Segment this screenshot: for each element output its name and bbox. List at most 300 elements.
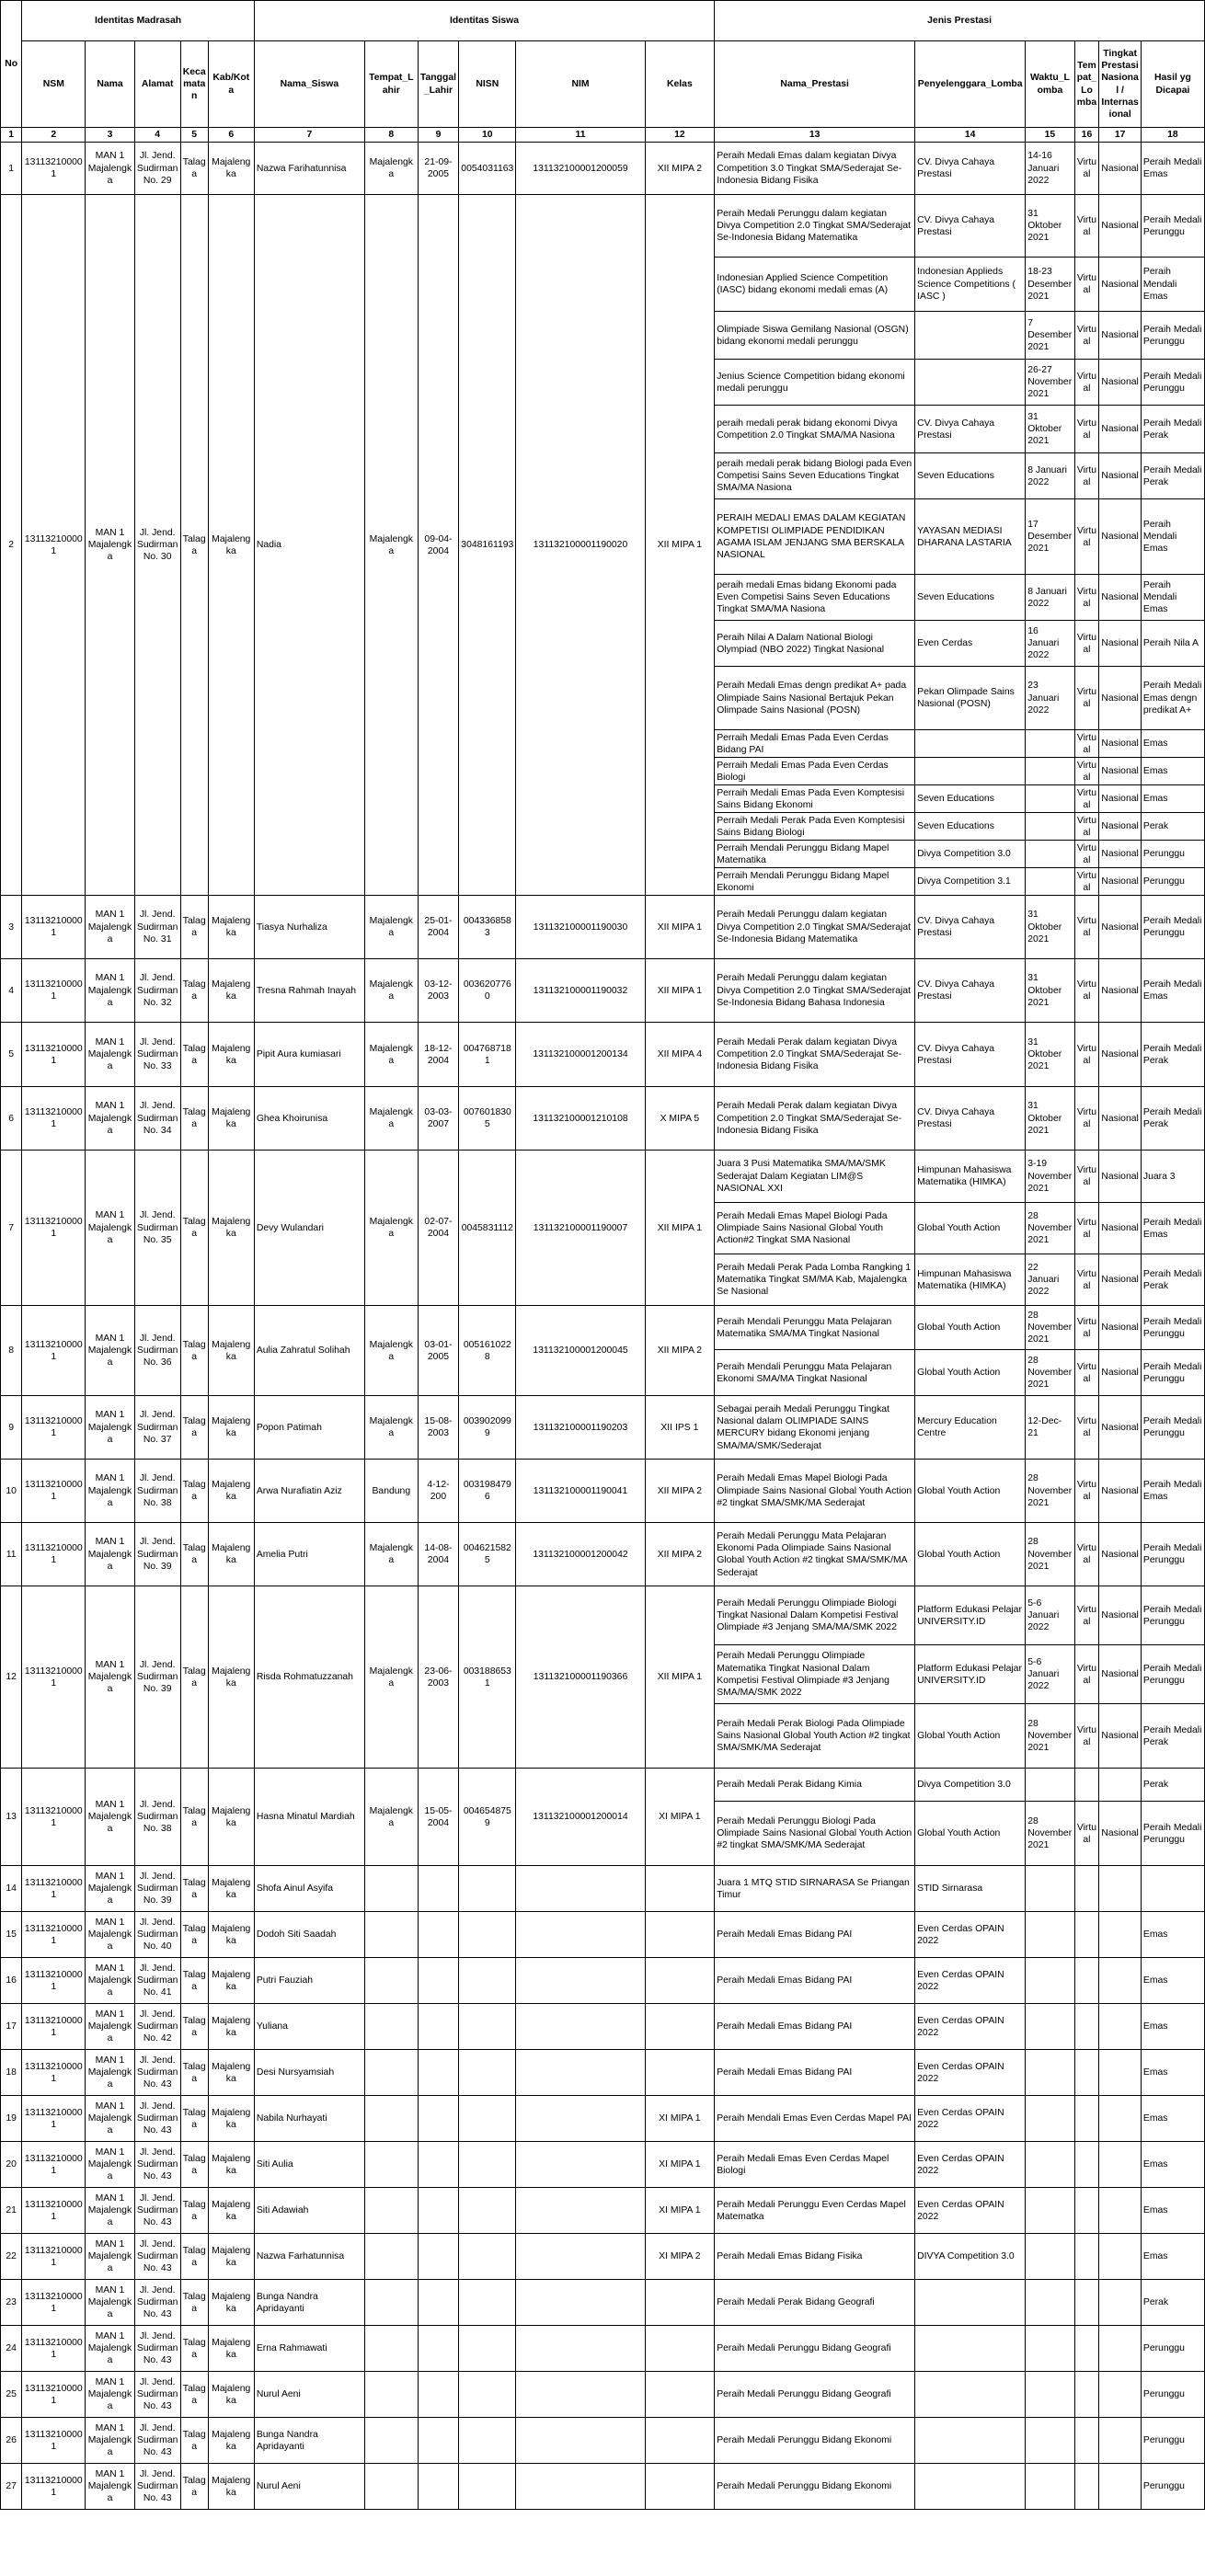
cell-prestasi-l[interactable]: Nasional [1099,1645,1142,1704]
cell-kec[interactable]: Talaga [180,1087,208,1151]
cell-prestasi-w[interactable]: 23 Januari 2022 [1026,667,1074,730]
cell-alamat[interactable]: Jl. Jend. Sudirman No. 39 [134,1586,180,1769]
cell-prestasi-p[interactable]: Platform Edukasi Pelajar UNIVERSITY.ID [915,1586,1026,1645]
cell-prestasi-n[interactable]: Peraih Mendali Perunggu Mata Pelajaran Ekonomi SMA/MA Tingkat Nasional [715,1350,915,1396]
cell-prestasi-l[interactable] [1099,2234,1142,2280]
cell-kelas[interactable]: X MIPA 5 [645,1087,715,1151]
cell-tempat[interactable] [364,2050,418,2096]
cell-prestasi-l[interactable]: Nasional [1099,360,1142,406]
cell-prestasi-p[interactable] [915,758,1026,785]
cell-nama[interactable]: MAN 1 Majalengka [86,959,134,1023]
cell-nsm[interactable]: 131132100001 [22,2096,86,2142]
cell-prestasi-p[interactable]: CV. Divya Cahaya Prestasi [915,959,1026,1023]
cell-nsm[interactable]: 131132100001 [22,959,86,1023]
column-number[interactable]: 6 [208,128,254,143]
cell-prestasi-t[interactable]: Virtual [1074,143,1099,195]
cell-prestasi-l[interactable] [1099,2464,1142,2510]
cell-prestasi-h[interactable]: Emas [1141,785,1204,813]
cell-kec[interactable]: Talaga [180,195,208,896]
cell-prestasi-w[interactable]: 31 Oktober 2021 [1026,1023,1074,1087]
cell-tgl[interactable] [418,2188,458,2234]
cell-nim[interactable] [516,2004,645,2050]
cell-tempat[interactable]: Bandung [364,1460,418,1523]
cell-alamat[interactable]: Jl. Jend. Sudirman No. 31 [134,896,180,959]
cell-prestasi-w[interactable]: 28 November 2021 [1026,1802,1074,1866]
cell-nama[interactable]: MAN 1 Majalengka [86,2372,134,2418]
cell-prestasi-t[interactable] [1074,1866,1099,1912]
cell-kec[interactable]: Talaga [180,959,208,1023]
cell-no[interactable]: 13 [1,1769,22,1866]
cell-nisn[interactable] [459,1912,516,1958]
cell-nim[interactable] [516,2234,645,2280]
cell-prestasi-l[interactable]: Nasional [1099,143,1142,195]
cell-prestasi-l[interactable]: Nasional [1099,1254,1142,1306]
cell-prestasi-t[interactable]: Virtual [1074,1460,1099,1523]
cell-alamat[interactable]: Jl. Jend. Sudirman No. 39 [134,1523,180,1586]
cell-prestasi-n[interactable]: Peraih Medali Perunggu Mata Pelajaran Ekonomi Pada Olimpiade Sains Nasional Global Youth Action #2 tingkat SMA/SMK/MA Sederajat [715,1523,915,1586]
cell-prestasi-p[interactable]: Seven Educations [915,453,1026,499]
cell-prestasi-l[interactable]: Nasional [1099,813,1142,841]
cell-prestasi-n[interactable]: Peraih Medali Emas Bidang PAI [715,2050,915,2096]
cell-prestasi-t[interactable]: Virtual [1074,841,1099,868]
column-header[interactable]: Nama_Prestasi [715,41,915,128]
cell-no[interactable]: 21 [1,2188,22,2234]
cell-prestasi-w[interactable] [1026,868,1074,896]
cell-nisn[interactable]: 0039020999 [459,1396,516,1460]
cell-kelas[interactable]: XI MIPA 1 [645,1769,715,1866]
cell-prestasi-p[interactable]: Seven Educations [915,813,1026,841]
cell-prestasi-l[interactable]: Nasional [1099,499,1142,575]
cell-prestasi-l[interactable]: Nasional [1099,1523,1142,1586]
cell-kec[interactable]: Talaga [180,2188,208,2234]
header-jenis-prestasi[interactable]: Jenis Prestasi [715,1,1205,41]
cell-prestasi-w[interactable]: 8 Januari 2022 [1026,575,1074,621]
cell-prestasi-l[interactable]: Nasional [1099,1023,1142,1087]
column-number[interactable]: 13 [715,128,915,143]
cell-prestasi-h[interactable]: Peraih Medali Perak [1141,406,1204,453]
cell-prestasi-n[interactable]: peraih medali perak bidang ekonomi Divya Competition 2.0 Tingkat SMA/MA Nasiona [715,406,915,453]
cell-prestasi-w[interactable]: 5-6 Januari 2022 [1026,1645,1074,1704]
cell-prestasi-n[interactable]: Peraih Medali Emas dalam kegiatan Divya Competition 3.0 Tingkat SMA/Sederajat Se-Indonesia Bidang Fisika [715,143,915,195]
column-number[interactable]: 5 [180,128,208,143]
cell-prestasi-p[interactable]: YAYASAN MEDIASI DHARANA LASTARIA [915,499,1026,575]
cell-prestasi-t[interactable]: Virtual [1074,1396,1099,1460]
cell-nim[interactable]: 131132100001200059 [516,143,645,195]
cell-siswa[interactable]: Siti Adawiah [254,2188,364,2234]
cell-nama[interactable]: MAN 1 Majalengka [86,1586,134,1769]
cell-kab[interactable]: Majalengka [208,2280,254,2326]
cell-prestasi-t[interactable]: Virtual [1074,1306,1099,1350]
cell-tempat[interactable] [364,2280,418,2326]
cell-prestasi-w[interactable]: 22 Januari 2022 [1026,1254,1074,1306]
cell-prestasi-t[interactable] [1074,2050,1099,2096]
cell-kec[interactable]: Talaga [180,896,208,959]
cell-prestasi-p[interactable]: Even Cerdas OPAIN 2022 [915,2004,1026,2050]
cell-nsm[interactable]: 131132100001 [22,2372,86,2418]
cell-alamat[interactable]: Jl. Jend. Sudirman No. 43 [134,2372,180,2418]
cell-alamat[interactable]: Jl. Jend. Sudirman No. 43 [134,2188,180,2234]
cell-siswa[interactable]: Arwa Nurafiatin Aziz [254,1460,364,1523]
cell-prestasi-p[interactable] [915,2280,1026,2326]
cell-nama[interactable]: MAN 1 Majalengka [86,1023,134,1087]
cell-prestasi-l[interactable]: Nasional [1099,1306,1142,1350]
cell-nim[interactable] [516,2188,645,2234]
cell-prestasi-t[interactable]: Virtual [1074,1350,1099,1396]
cell-prestasi-l[interactable]: Nasional [1099,406,1142,453]
cell-nisn[interactable] [459,1958,516,2004]
cell-nim[interactable] [516,2326,645,2372]
cell-siswa[interactable]: Yuliana [254,2004,364,2050]
cell-prestasi-n[interactable]: Perraih Mendali Perunggu Bidang Mapel Matematika [715,841,915,868]
cell-nama[interactable]: MAN 1 Majalengka [86,2142,134,2188]
cell-prestasi-p[interactable]: Even Cerdas OPAIN 2022 [915,2188,1026,2234]
column-header[interactable]: Hasil yg Dicapai [1141,41,1204,128]
cell-nama[interactable]: MAN 1 Majalengka [86,1460,134,1523]
cell-prestasi-n[interactable]: Peraih Nilai A Dalam National Biologi Olympiad (NBO 2022) Tingkat Nasional [715,621,915,667]
cell-prestasi-p[interactable]: STID Sirnarasa [915,1866,1026,1912]
cell-kec[interactable]: Talaga [180,1306,208,1396]
cell-tempat[interactable] [364,2004,418,2050]
cell-nama[interactable]: MAN 1 Majalengka [86,2096,134,2142]
cell-prestasi-l[interactable] [1099,2096,1142,2142]
cell-prestasi-w[interactable] [1026,758,1074,785]
cell-tgl[interactable] [418,2234,458,2280]
cell-tgl[interactable] [418,2096,458,2142]
cell-kelas[interactable]: XII MIPA 2 [645,1306,715,1396]
cell-kab[interactable]: Majalengka [208,1087,254,1151]
cell-prestasi-t[interactable]: Virtual [1074,1023,1099,1087]
column-number[interactable]: 11 [516,128,645,143]
cell-prestasi-t[interactable]: Virtual [1074,1151,1099,1203]
cell-prestasi-h[interactable]: Peraih Medali Perak [1141,453,1204,499]
cell-no[interactable]: 5 [1,1023,22,1087]
cell-tgl[interactable]: 25-01-2004 [418,896,458,959]
cell-nisn[interactable]: 0076018305 [459,1087,516,1151]
cell-kelas[interactable] [645,2418,715,2464]
cell-kec[interactable]: Talaga [180,2372,208,2418]
cell-kec[interactable]: Talaga [180,1523,208,1586]
cell-prestasi-h[interactable]: Peraih Medali Emas [1141,1460,1204,1523]
cell-tempat[interactable]: Majalengka [364,896,418,959]
cell-kelas[interactable] [645,2050,715,2096]
cell-kec[interactable]: Talaga [180,2142,208,2188]
cell-prestasi-w[interactable]: 28 November 2021 [1026,1306,1074,1350]
cell-prestasi-n[interactable]: Olimpiade Siswa Gemilang Nasional (OSGN) bidang ekonomi medali perunggu [715,312,915,360]
cell-prestasi-h[interactable]: Juara 3 [1141,1151,1204,1203]
cell-kab[interactable]: Majalengka [208,2234,254,2280]
cell-prestasi-l[interactable]: Nasional [1099,785,1142,813]
cell-prestasi-n[interactable]: Perraih Medali Emas Pada Even Komptesisi Sains Bidang Ekonomi [715,785,915,813]
cell-nsm[interactable]: 131132100001 [22,1912,86,1958]
cell-kab[interactable]: Majalengka [208,959,254,1023]
cell-nisn[interactable] [459,2050,516,2096]
cell-prestasi-t[interactable]: Virtual [1074,1586,1099,1645]
cell-nim[interactable] [516,2096,645,2142]
cell-nisn[interactable]: 0047687181 [459,1023,516,1087]
cell-prestasi-p[interactable]: Pekan Olimpade Sains Nasional (POSN) [915,667,1026,730]
cell-prestasi-l[interactable]: Nasional [1099,1396,1142,1460]
cell-kec[interactable]: Talaga [180,2326,208,2372]
cell-kelas[interactable] [645,2004,715,2050]
cell-prestasi-w[interactable] [1026,2096,1074,2142]
cell-nisn[interactable] [459,2188,516,2234]
cell-kec[interactable]: Talaga [180,1151,208,1306]
cell-nisn[interactable] [459,2142,516,2188]
cell-alamat[interactable]: Jl. Jend. Sudirman No. 43 [134,2326,180,2372]
column-number[interactable]: 7 [254,128,364,143]
cell-tgl[interactable] [418,1866,458,1912]
cell-tempat[interactable]: Majalengka [364,1151,418,1306]
cell-prestasi-t[interactable]: Virtual [1074,959,1099,1023]
cell-nsm[interactable]: 131132100001 [22,2234,86,2280]
cell-kab[interactable]: Majalengka [208,2326,254,2372]
cell-alamat[interactable]: Jl. Jend. Sudirman No. 34 [134,1087,180,1151]
cell-prestasi-l[interactable] [1099,2004,1142,2050]
cell-siswa[interactable]: Hasna Minatul Mardiah [254,1769,364,1866]
cell-prestasi-w[interactable] [1026,730,1074,758]
cell-prestasi-n[interactable]: Peraih Medali Perak Bidang Kimia [715,1769,915,1802]
cell-kelas[interactable]: XI MIPA 2 [645,2234,715,2280]
cell-prestasi-w[interactable]: 16 Januari 2022 [1026,621,1074,667]
cell-kelas[interactable]: XII MIPA 1 [645,195,715,896]
cell-kab[interactable]: Majalengka [208,2464,254,2510]
cell-alamat[interactable]: Jl. Jend. Sudirman No. 43 [134,2418,180,2464]
cell-tempat[interactable]: Majalengka [364,1769,418,1866]
cell-nsm[interactable]: 131132100001 [22,2326,86,2372]
cell-prestasi-h[interactable]: Peraih Mendali Emas [1141,258,1204,312]
cell-no[interactable]: 27 [1,2464,22,2510]
cell-tempat[interactable]: Majalengka [364,1396,418,1460]
cell-prestasi-l[interactable] [1099,2326,1142,2372]
cell-prestasi-n[interactable]: Peraih Medali Perunggu Bidang Geografi [715,2326,915,2372]
cell-nama[interactable]: MAN 1 Majalengka [86,2004,134,2050]
cell-alamat[interactable]: Jl. Jend. Sudirman No. 42 [134,2004,180,2050]
cell-prestasi-w[interactable] [1026,1958,1074,2004]
cell-alamat[interactable]: Jl. Jend. Sudirman No. 29 [134,143,180,195]
cell-kab[interactable]: Majalengka [208,2142,254,2188]
column-header[interactable]: Tanggal_Lahir [418,41,458,128]
cell-prestasi-w[interactable] [1026,2234,1074,2280]
cell-prestasi-t[interactable] [1074,2142,1099,2188]
cell-kelas[interactable]: XII MIPA 1 [645,959,715,1023]
cell-prestasi-l[interactable]: Nasional [1099,868,1142,896]
cell-prestasi-t[interactable]: Virtual [1074,360,1099,406]
cell-alamat[interactable]: Jl. Jend. Sudirman No. 40 [134,1912,180,1958]
cell-tgl[interactable] [418,2280,458,2326]
cell-prestasi-h[interactable]: Peraih Medali Perunggu [1141,312,1204,360]
cell-nama[interactable]: MAN 1 Majalengka [86,2464,134,2510]
cell-tgl[interactable]: 15-08-2003 [418,1396,458,1460]
cell-prestasi-h[interactable]: Emas [1141,2050,1204,2096]
cell-prestasi-l[interactable]: Nasional [1099,1802,1142,1866]
cell-prestasi-p[interactable]: Even Cerdas OPAIN 2022 [915,1958,1026,2004]
cell-kec[interactable]: Talaga [180,2464,208,2510]
cell-siswa[interactable]: Ghea Khoirunisa [254,1087,364,1151]
cell-prestasi-h[interactable]: Peraih Medali Emas dengn predikat A+ [1141,667,1204,730]
cell-nsm[interactable]: 131132100001 [22,1586,86,1769]
cell-prestasi-w[interactable]: 31 Oktober 2021 [1026,959,1074,1023]
cell-prestasi-p[interactable]: Global Youth Action [915,1460,1026,1523]
cell-kec[interactable]: Talaga [180,1023,208,1087]
column-header[interactable]: Tempat_Lomba [1074,41,1099,128]
cell-nim[interactable]: 131132100001190032 [516,959,645,1023]
cell-kab[interactable]: Majalengka [208,143,254,195]
cell-prestasi-t[interactable] [1074,2372,1099,2418]
cell-kab[interactable]: Majalengka [208,1523,254,1586]
cell-prestasi-w[interactable] [1026,2418,1074,2464]
cell-prestasi-p[interactable]: Seven Educations [915,575,1026,621]
cell-prestasi-l[interactable] [1099,2372,1142,2418]
cell-no[interactable]: 22 [1,2234,22,2280]
cell-prestasi-n[interactable]: Peraih Medali Perunggu dalam kegiatan Divya Competition 2.0 Tingkat SMA/Sederajat Se-Indonesia Bidang Matematika [715,896,915,959]
cell-nsm[interactable]: 131132100001 [22,896,86,959]
cell-prestasi-l[interactable]: Nasional [1099,841,1142,868]
cell-prestasi-n[interactable]: Indonesian Applied Science Competition (IASC) bidang ekonomi medali emas (A) [715,258,915,312]
cell-prestasi-h[interactable]: Peraih Medali Perunggu [1141,1396,1204,1460]
cell-prestasi-w[interactable]: 31 Oktober 2021 [1026,896,1074,959]
cell-prestasi-n[interactable]: peraih medali perak bidang Biologi pada Even Competisi Sains Seven Educations Tingkat SMA/MA Nasiona [715,453,915,499]
cell-kelas[interactable] [645,1912,715,1958]
cell-prestasi-t[interactable]: Virtual [1074,312,1099,360]
cell-prestasi-t[interactable]: Virtual [1074,667,1099,730]
cell-nsm[interactable]: 131132100001 [22,2418,86,2464]
cell-prestasi-p[interactable]: CV. Divya Cahaya Prestasi [915,406,1026,453]
cell-kec[interactable]: Talaga [180,1460,208,1523]
cell-prestasi-l[interactable] [1099,2050,1142,2096]
cell-nim[interactable] [516,1958,645,2004]
cell-tgl[interactable]: 02-07-2004 [418,1151,458,1306]
cell-siswa[interactable]: Tresna Rahmah Inayah [254,959,364,1023]
cell-nim[interactable]: 131132100001190041 [516,1460,645,1523]
cell-prestasi-w[interactable] [1026,813,1074,841]
cell-nisn[interactable] [459,2280,516,2326]
cell-prestasi-l[interactable]: Nasional [1099,1087,1142,1151]
cell-nsm[interactable]: 131132100001 [22,195,86,896]
cell-prestasi-h[interactable]: Emas [1141,1912,1204,1958]
cell-no[interactable]: 1 [1,143,22,195]
cell-no[interactable]: 15 [1,1912,22,1958]
cell-kelas[interactable] [645,1866,715,1912]
cell-prestasi-n[interactable]: Perraih Medali Emas Pada Even Cerdas Biologi [715,758,915,785]
column-header[interactable]: NISN [459,41,516,128]
cell-tgl[interactable] [418,2142,458,2188]
cell-kelas[interactable]: XI MIPA 1 [645,2188,715,2234]
cell-nama[interactable]: MAN 1 Majalengka [86,2188,134,2234]
cell-prestasi-w[interactable] [1026,785,1074,813]
cell-prestasi-p[interactable]: DIVYA Competition 3.0 [915,2234,1026,2280]
cell-prestasi-p[interactable]: Divya Competition 3.1 [915,868,1026,896]
cell-nisn[interactable]: 0031886531 [459,1586,516,1769]
cell-no[interactable]: 6 [1,1087,22,1151]
cell-prestasi-t[interactable] [1074,2234,1099,2280]
cell-alamat[interactable]: Jl. Jend. Sudirman No. 39 [134,1866,180,1912]
cell-prestasi-h[interactable]: Perunggu [1141,2372,1204,2418]
cell-prestasi-l[interactable]: Nasional [1099,312,1142,360]
cell-prestasi-t[interactable]: Virtual [1074,785,1099,813]
cell-prestasi-h[interactable]: Peraih Medali Perunggu [1141,195,1204,258]
cell-prestasi-n[interactable]: Peraih Medali Emas dengn predikat A+ pada Olimpiade Sains Nasional Bertajuk Pekan Olimpade Sains Nasional (POSN) [715,667,915,730]
cell-prestasi-l[interactable]: Nasional [1099,667,1142,730]
cell-kelas[interactable]: XII MIPA 2 [645,143,715,195]
cell-kab[interactable]: Majalengka [208,2372,254,2418]
cell-prestasi-n[interactable]: Peraih Medali Emas Bidang Fisika [715,2234,915,2280]
cell-prestasi-t[interactable]: Virtual [1074,621,1099,667]
cell-tempat[interactable]: Majalengka [364,1023,418,1087]
cell-kab[interactable]: Majalengka [208,1306,254,1396]
cell-nama[interactable]: MAN 1 Majalengka [86,1087,134,1151]
cell-siswa[interactable]: Nurul Aeni [254,2372,364,2418]
cell-prestasi-n[interactable]: Peraih Medali Perak dalam kegiatan Divya Competition 2.0 Tingkat SMA/Sederajat Se-Indonesia Bidang Fisika [715,1023,915,1087]
cell-no[interactable]: 12 [1,1586,22,1769]
cell-prestasi-t[interactable]: Virtual [1074,1087,1099,1151]
cell-nim[interactable] [516,1866,645,1912]
cell-prestasi-p[interactable]: CV. Divya Cahaya Prestasi [915,1023,1026,1087]
column-header[interactable]: Alamat [134,41,180,128]
column-number[interactable]: 10 [459,128,516,143]
cell-siswa[interactable]: Siti Aulia [254,2142,364,2188]
cell-tgl[interactable] [418,1912,458,1958]
cell-kec[interactable]: Talaga [180,1912,208,1958]
cell-prestasi-n[interactable]: Peraih Medali Emas Mapel Biologi Pada Olimpiade Sains Nasional Global Youth Action #2 tingkat SMA/SMK/MA Sederajat [715,1460,915,1523]
cell-prestasi-n[interactable]: Juara 3 Pusi Matematika SMA/MA/SMK Sederajat Dalam Kegiatan LIM@S NASIONAL XXI [715,1151,915,1203]
cell-prestasi-p[interactable]: Seven Educations [915,785,1026,813]
cell-nim[interactable] [516,2280,645,2326]
cell-tgl[interactable] [418,2004,458,2050]
cell-siswa[interactable]: Shofa Ainul Asyifa [254,1866,364,1912]
cell-no[interactable]: 25 [1,2372,22,2418]
cell-nim[interactable]: 131132100001190366 [516,1586,645,1769]
cell-siswa[interactable]: Nazwa Farhatunnisa [254,2234,364,2280]
cell-tempat[interactable] [364,2464,418,2510]
cell-kelas[interactable] [645,2280,715,2326]
cell-prestasi-t[interactable]: Virtual [1074,499,1099,575]
cell-alamat[interactable]: Jl. Jend. Sudirman No. 43 [134,2050,180,2096]
cell-kelas[interactable]: XII MIPA 2 [645,1523,715,1586]
cell-kab[interactable]: Majalengka [208,195,254,896]
cell-tempat[interactable]: Majalengka [364,1523,418,1586]
cell-tgl[interactable]: 03-12-2003 [418,959,458,1023]
cell-nim[interactable] [516,2372,645,2418]
cell-nisn[interactable]: 0046215825 [459,1523,516,1586]
cell-prestasi-w[interactable]: 5-6 Januari 2022 [1026,1586,1074,1645]
cell-prestasi-w[interactable]: 28 November 2021 [1026,1460,1074,1523]
cell-tempat[interactable] [364,2372,418,2418]
cell-no[interactable]: 11 [1,1523,22,1586]
cell-prestasi-h[interactable]: Peraih Medali Emas [1141,959,1204,1023]
cell-prestasi-h[interactable]: Emas [1141,730,1204,758]
cell-siswa[interactable]: Tiasya Nurhaliza [254,896,364,959]
cell-prestasi-p[interactable]: CV. Divya Cahaya Prestasi [915,195,1026,258]
cell-prestasi-p[interactable]: Global Youth Action [915,1523,1026,1586]
cell-prestasi-p[interactable] [915,312,1026,360]
cell-siswa[interactable]: Desi Nursyamsiah [254,2050,364,2096]
cell-nama[interactable]: MAN 1 Majalengka [86,1151,134,1306]
cell-nsm[interactable]: 131132100001 [22,2188,86,2234]
cell-prestasi-h[interactable]: Peraih Medali Perunggu [1141,360,1204,406]
cell-nim[interactable]: 131132100001210108 [516,1087,645,1151]
cell-prestasi-h[interactable]: Peraih Medali Perak [1141,1704,1204,1769]
cell-prestasi-t[interactable] [1074,2418,1099,2464]
cell-nisn[interactable]: 0054031163 [459,143,516,195]
cell-prestasi-p[interactable]: Even Cerdas OPAIN 2022 [915,1912,1026,1958]
cell-kec[interactable]: Talaga [180,1866,208,1912]
cell-kab[interactable]: Majalengka [208,2418,254,2464]
cell-prestasi-h[interactable]: Emas [1141,2234,1204,2280]
cell-prestasi-p[interactable]: Global Youth Action [915,1203,1026,1254]
column-header[interactable]: Tempat_Lahir [364,41,418,128]
header-no[interactable]: No [1,1,22,128]
cell-nim[interactable]: 131132100001200134 [516,1023,645,1087]
